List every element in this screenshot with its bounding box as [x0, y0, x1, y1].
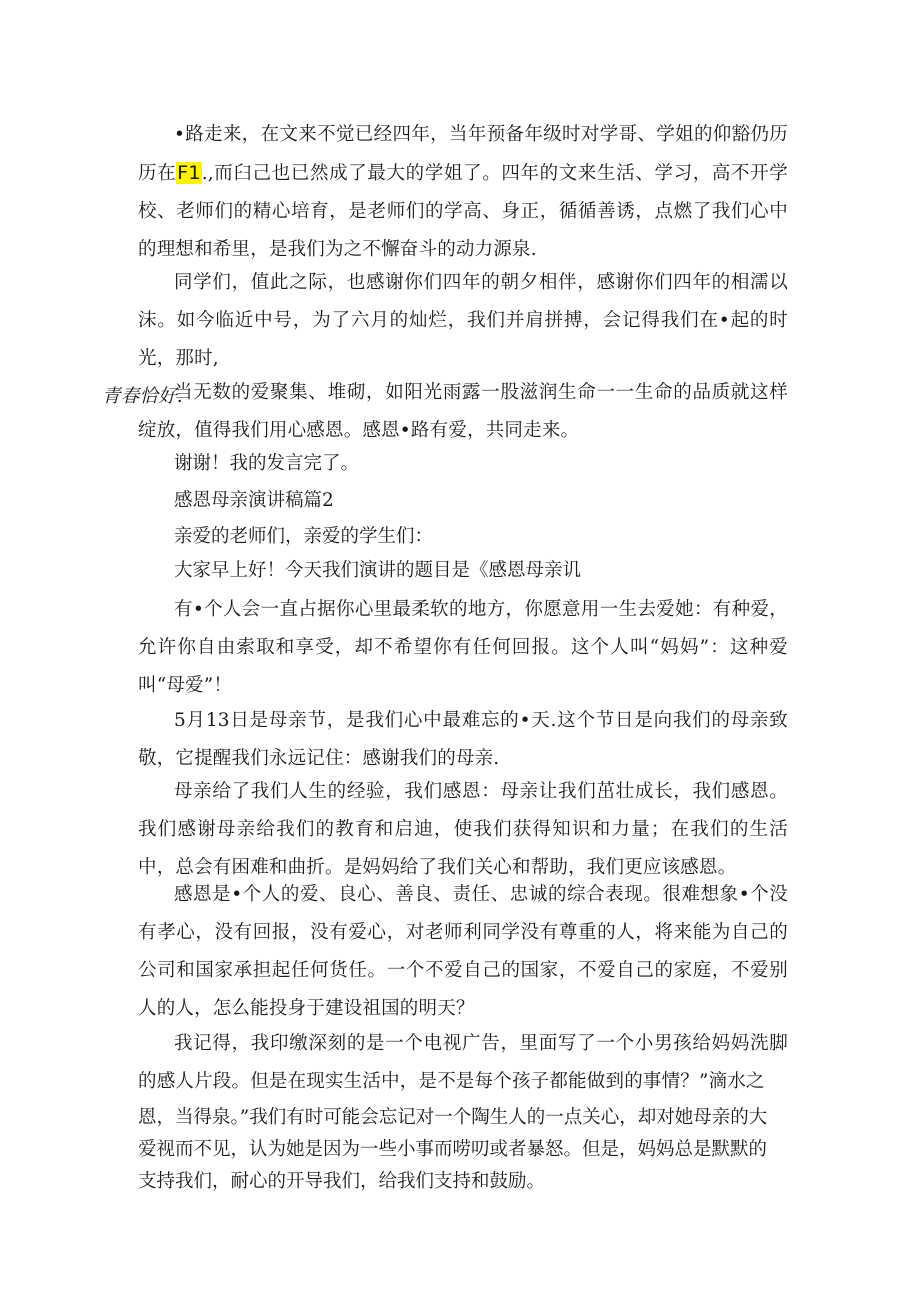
paragraph-1 — [138, 116, 788, 269]
paragraph-10: 母亲给了我们人生的经验，我们感恩：母亲让我们茁壮成长，我们感恩。我们感谢母亲给我们的教育和启迪，使我们获得知识和力量；在我们的生活中，总会有困难和曲折。是妈妈给了我们关心和帮助，我们更应该感恩。 — [138, 781, 788, 878]
paragraph-1-rest: .,而臼己也已然成了最大的学姐了。四年的文来生活、学习，高不开学校、老师们的精心培育，是老师们的学高、身正，循循善诱，点燃了我们心中的理想和希里，是我们为之不懈奋斗的动力源泉. — [138, 163, 788, 260]
paragraph-13-line-2: 爱视而不见，认为她是因为一些小事而唠叨或者暴怒。但是，妈妈总是默默的 — [138, 1139, 768, 1160]
paragraph-11: 感恩是•个人的爱、良心、善良、责任、忠诚的综合表现。很难想象•个没有孝心，没有回报，没有爱心，对老师利同学没有尊重的人，将来能为自己的公司和国家承担起任何货任。一个不爱自己的国家，不爱自己的家庭，不爱别人的人，怎么能投身于建设祖国的明天？ — [138, 884, 788, 1019]
salutation: 亲爱的老师们，亲爱的学生们： — [174, 526, 434, 547]
paragraph-1-start: •路走来，在文来不觉已经四年，当年预备年级时对学哥、学姐的仰豁仍历历在 — [138, 124, 788, 184]
greeting: 大家早上好！今天我们演讲的题目是《感恩母亲讥 — [174, 560, 582, 581]
paragraph-13-line-3: 支持我们，耐心的开导我们，给我们支持和鼓励。 — [138, 1171, 546, 1192]
paragraph-3: 当无数的爱聚集、堆砌，如阳光雨露一股滋润生命一一生命的品质就这样绽放，值得我们用心感恩。感恩•路有爱，共同走来。 — [138, 382, 788, 441]
paragraph-8: 有•个人会一直占据你心里最柔软的地方，你愿意用一生去爱她：有种爱，允许你自由索取和享受，却不希望你有任何回报。这个人叫“妈妈”：这种爱叫“母爱”！ — [138, 599, 788, 696]
paragraph-4: 谢谢！我的发言完了。 — [174, 453, 360, 474]
paragraph-9: 5月13日是母亲节，是我们心中最难忘的•天.这个节日是向我们的母亲致敬，它提醒我们永远记住：感谢我们的母亲. — [138, 710, 788, 769]
section-heading: 感恩母亲演讲稿篇2 — [174, 490, 334, 511]
paragraph-13-line-1: 恩，当得泉。”我们有时可能会忘记对一个陶生人的一点关心，却对她母亲的大 — [138, 1107, 768, 1128]
paragraph-12: 我记得，我印缴深刻的是一个电视广告，里面写了一个小男孩给妈妈洗脚的感人片段。但是在现实生活中，是不是每个孩子都能做到的事情？”滴水之 — [138, 1033, 788, 1092]
highlighted-text: F1 — [177, 162, 201, 184]
paragraph-2-text: 同学们，值此之际，也感谢你们四年的朝夕相伴，感谢你们四年的相濡以沫。如今临近中号，为了六月的灿烂，我们并肩拼搏，会记得我们在•起的时光，那时, — [138, 272, 788, 369]
paragraph-2-italic: 青春恰好. — [102, 386, 183, 407]
